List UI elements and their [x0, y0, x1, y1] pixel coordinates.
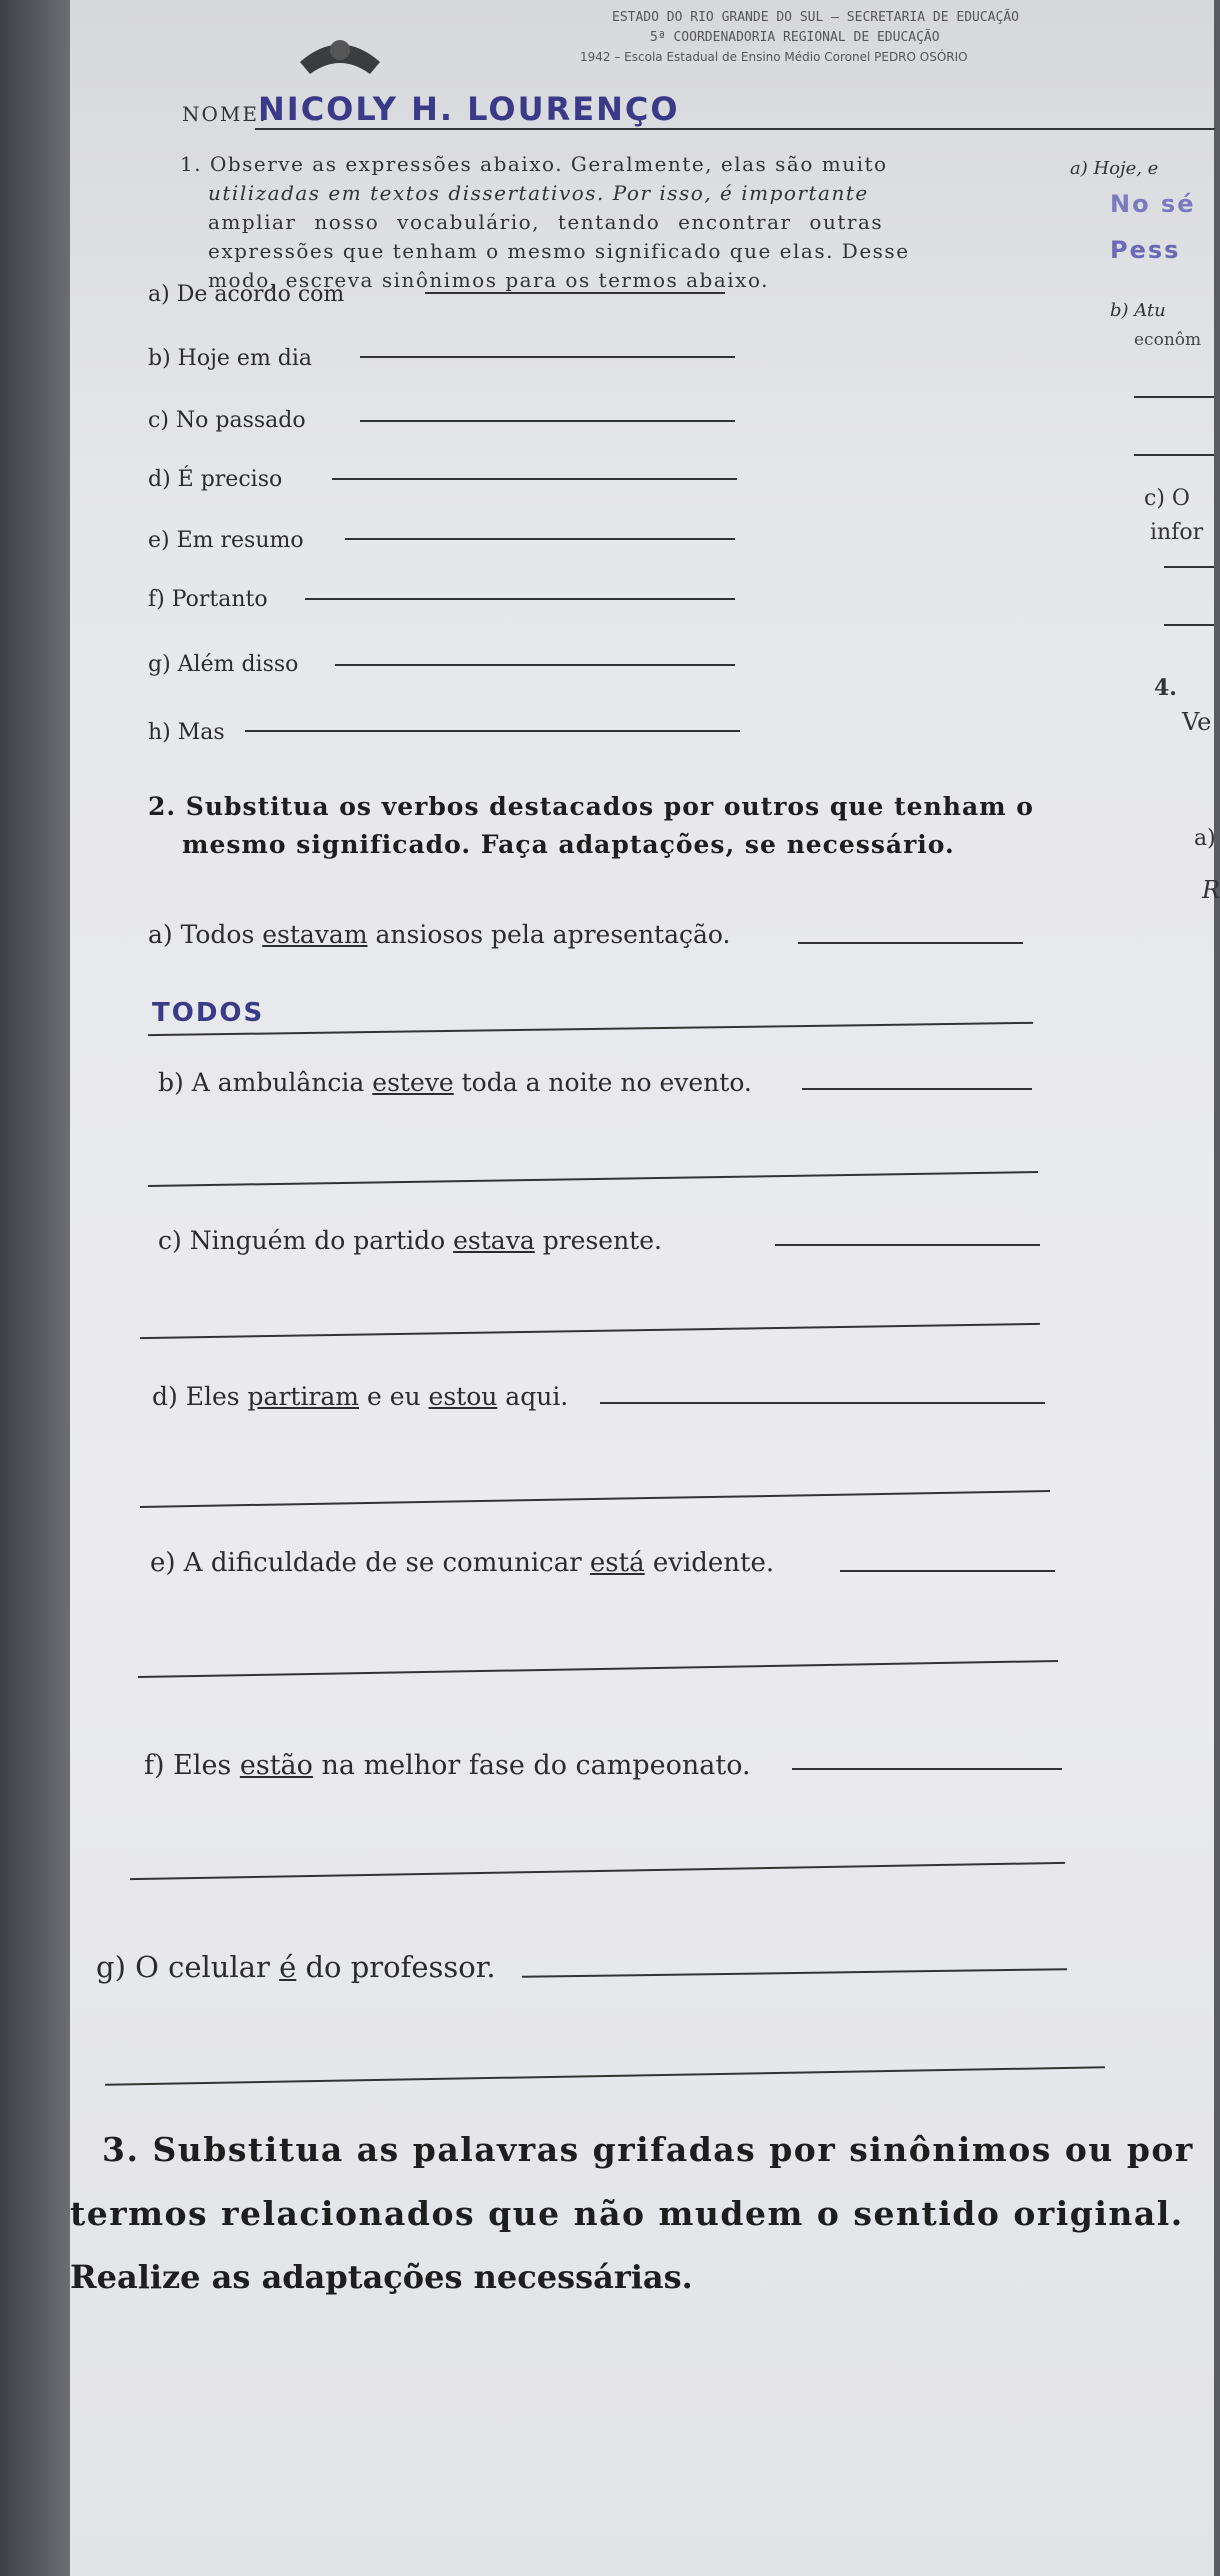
q1-line-4: expressões que tenham o mesmo significado que elas. Desse — [208, 239, 910, 263]
verb-highlight: partiram — [247, 1382, 359, 1411]
q2-inline-line-g[interactable] — [522, 1968, 1067, 1978]
q1-item-a: a) De acordo com — [148, 282, 345, 307]
q1-item-g: g) Além disso — [148, 652, 299, 677]
q1-answer-line-d[interactable] — [332, 478, 737, 480]
right-r: R — [1202, 876, 1220, 904]
q2-item-f: f) Eles estão na melhor fase do campeonato. — [144, 1750, 751, 1781]
q1-item-b: b) Hoje em dia — [148, 346, 313, 371]
right-econom: econôm — [1134, 330, 1202, 350]
q2-inline-line-a[interactable] — [798, 942, 1023, 944]
right-line-2 — [1134, 454, 1214, 456]
q2-item-d: d) Eles partiram e eu estou aqui. — [152, 1382, 569, 1411]
q1-item-h: h) Mas — [148, 720, 225, 745]
q1-answer-line-b[interactable] — [360, 356, 735, 358]
right-handwriting-1: No sé — [1110, 190, 1196, 218]
verb-highlight: é — [279, 1950, 297, 1984]
q2-answer-line-c[interactable] — [140, 1323, 1040, 1339]
right-handwriting-2: Pess — [1110, 236, 1181, 264]
q2-instruction-line-1 — [148, 792, 1034, 821]
q2-inline-line-f[interactable] — [792, 1768, 1062, 1770]
header-line-2: 5ª COORDENADORIA REGIONAL DE EDUCAÇÃO — [650, 30, 940, 45]
q2-answer-line-g[interactable] — [105, 2066, 1105, 2085]
header-line-3: 1942 – Escola Estadual de Ensino Médio Coronel PEDRO OSÓRIO — [580, 50, 968, 64]
q2-inline-line-e[interactable] — [840, 1570, 1055, 1572]
q3-line-1: 3. Substitua as palavras grifadas por sinônimos ou por — [102, 2130, 1194, 2169]
right-line-4 — [1164, 624, 1214, 626]
q1-item-f: f) Portanto — [148, 587, 268, 612]
q2-item-a: a) Todos estavam ansiosos pela apresentação. — [148, 920, 731, 949]
q1-answer-line-g[interactable] — [335, 664, 735, 666]
q1-item-d: d) É preciso — [148, 467, 283, 492]
q3-line-2: termos relacionados que não mudem o sentido original. — [70, 2194, 1184, 2233]
right-line-3 — [1164, 566, 1214, 568]
q2-inline-line-b[interactable] — [802, 1088, 1032, 1090]
verb-highlight: esteve — [372, 1068, 454, 1097]
q2-answer-line-b[interactable] — [148, 1171, 1038, 1187]
name-label: NOME: — [182, 102, 268, 126]
q1-answer-line-c[interactable] — [360, 420, 735, 422]
verb-highlight: estava — [453, 1226, 535, 1255]
right-a: a) — [1194, 826, 1216, 851]
q2-inline-line-d[interactable] — [600, 1402, 1045, 1404]
q2-answer-line-e[interactable] — [138, 1660, 1058, 1678]
q2-item-g: g) O celular é do professor. — [96, 1950, 496, 1984]
right-b-atu: b) Atu — [1110, 300, 1166, 321]
name-underline — [255, 128, 1215, 130]
verb-highlight: estavam — [262, 920, 368, 949]
school-crest-icon — [290, 22, 390, 82]
q2-answer-line-a[interactable] — [148, 1022, 1033, 1036]
header-line-1: ESTADO DO RIO GRANDE DO SUL – SECRETARIA DE EDUCAÇÃO — [612, 10, 1019, 25]
q1-answer-line-e[interactable] — [345, 538, 735, 540]
q1-line-5: modo, escreva sinônimos para os termos abaixo. — [208, 268, 769, 292]
q1-instruction — [180, 150, 910, 295]
q1-line-3: ampliar nosso vocabulário, tentando encontrar outras — [208, 210, 884, 234]
q1-item-e: e) Em resumo — [148, 528, 304, 553]
q2-line-1: 2. Substitua os verbos destacados por outros que tenham o — [148, 792, 1034, 821]
student-name: NICOLY H. LOURENÇO — [258, 90, 680, 128]
q1-answer-line-f[interactable] — [305, 598, 735, 600]
q2-inline-line-c[interactable] — [775, 1244, 1040, 1246]
verb-highlight: está — [589, 1548, 645, 1578]
q1-answer-line-h[interactable] — [245, 730, 740, 732]
background-left-edge — [0, 0, 70, 2576]
right-c-o: c) O — [1144, 486, 1190, 511]
right-ve: Ve — [1182, 708, 1212, 736]
q2-answer-line-f[interactable] — [130, 1862, 1065, 1880]
right-four: 4. — [1154, 675, 1177, 701]
right-a-hoje: a) Hoje, e — [1070, 158, 1159, 179]
q2-answer-line-d[interactable] — [140, 1490, 1050, 1508]
right-line-1 — [1134, 396, 1214, 398]
q3-line-3: Realize as adaptações necessárias. — [70, 2258, 693, 2296]
worksheet-page — [70, 0, 1220, 2576]
q2-item-e: e) A dificuldade de se comunicar está evidente. — [150, 1548, 775, 1578]
q1-answer-line-a[interactable] — [425, 292, 725, 294]
q2-item-b: b) A ambulância esteve toda a noite no evento. — [158, 1068, 752, 1097]
q1-line-2: utilizadas em textos dissertativos. Por isso, é importante — [208, 181, 869, 205]
q1-item-c: c) No passado — [148, 408, 306, 433]
right-infor: infor — [1150, 520, 1204, 545]
verb-highlight-2: estou — [428, 1382, 498, 1411]
q2-answer-a: TODOS — [152, 998, 265, 1028]
verb-highlight: estão — [239, 1750, 313, 1781]
q1-line-1: 1. Observe as expressões abaixo. Geralmente, elas são muito — [180, 152, 888, 176]
q2-line-2: mesmo significado. Faça adaptações, se necessário. — [182, 830, 955, 859]
q2-item-c: c) Ninguém do partido estava presente. — [158, 1226, 662, 1255]
